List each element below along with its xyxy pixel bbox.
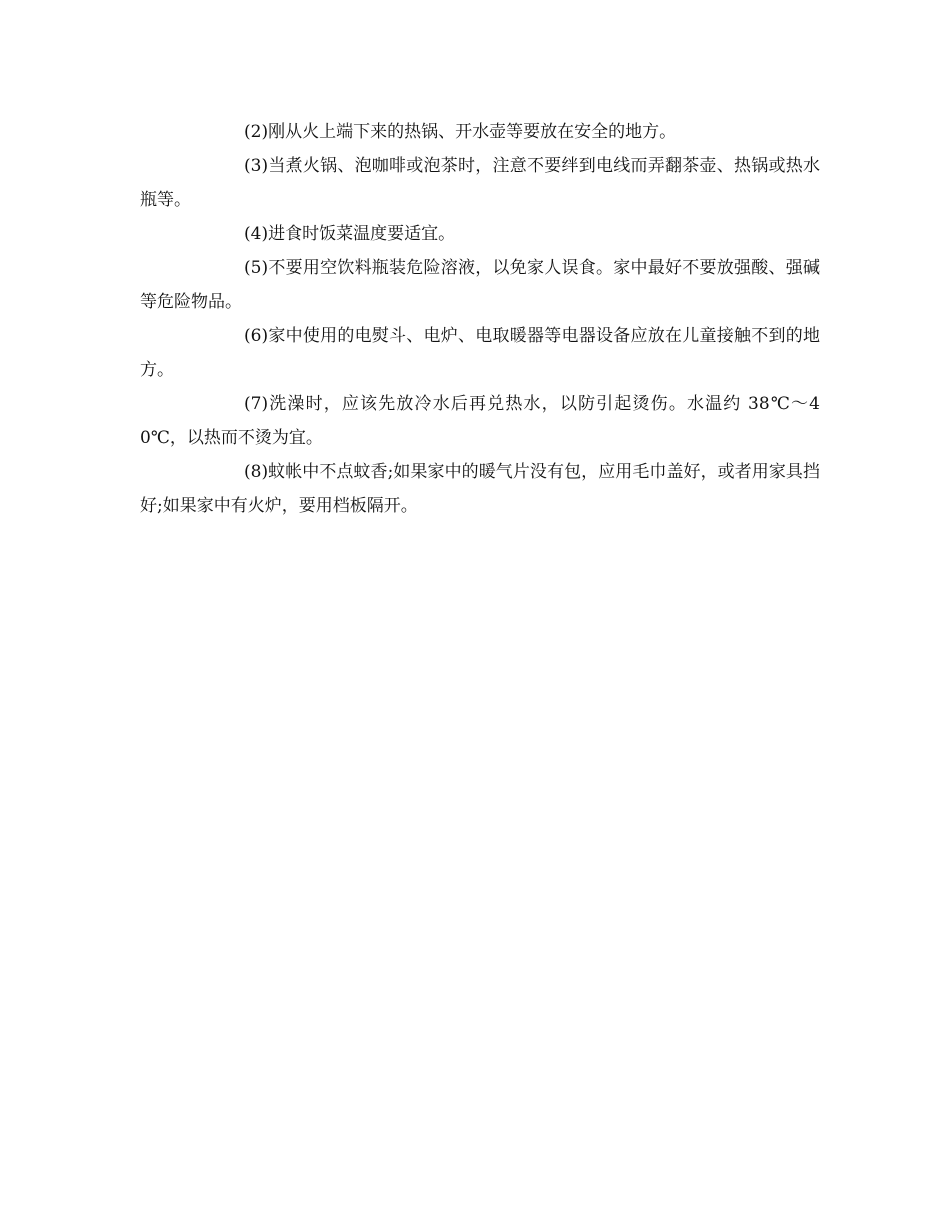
paragraph-item-3: (3)当煮火锅、泡咖啡或泡茶时，注意不要绊到电线而弄翻茶壶、热锅或热水瓶等。 [140, 156, 820, 210]
paragraph-item-7: (7)洗澡时，应该先放冷水后再兑热水，以防引起烫伤。水温约 38℃～40℃，以热而不烫为宜。 [140, 394, 820, 448]
paragraph-item-8: (8)蚊帐中不点蚊香;如果家中的暖气片没有包，应用毛巾盖好，或者用家具挡好;如果家中有火炉，要用档板隔开。 [140, 462, 820, 516]
paragraph-item-5: (5)不要用空饮料瓶装危险溶液，以免家人误食。家中最好不要放强酸、强碱等危险物品。 [140, 258, 820, 312]
paragraph-item-4: (4)进食时饭菜温度要适宜。 [244, 224, 456, 244]
paragraph-item-2: (2)刚从火上端下来的热锅、开水壶等要放在安全的地方。 [244, 122, 677, 142]
paragraph-item-6: (6)家中使用的电熨斗、电炉、电取暖器等电器设备应放在儿童接触不到的地方。 [140, 326, 820, 380]
document-body [140, 115, 820, 523]
